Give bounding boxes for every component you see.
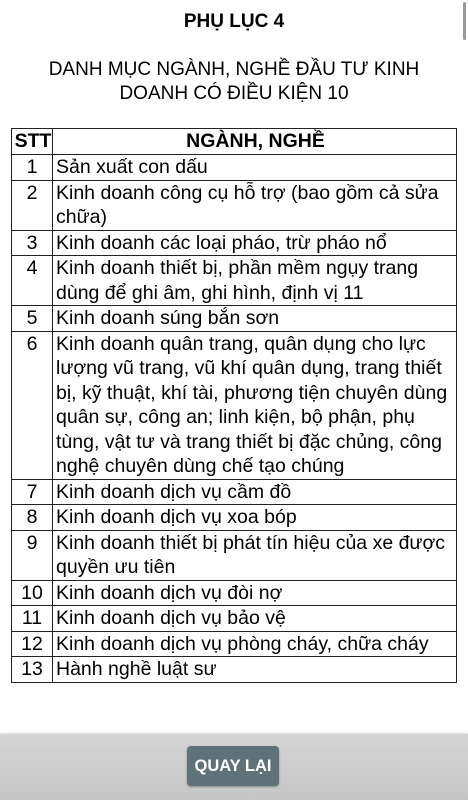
back-button[interactable]: QUAY LẠI (187, 746, 279, 786)
row-business-name: Kinh doanh dịch vụ đòi nợ (53, 580, 457, 606)
bottom-bar (0, 734, 468, 800)
table-row (12, 631, 457, 657)
row-business-name: Kinh doanh thiết bị phát tín hiệu của xe được quyền ưu tiên (53, 530, 457, 580)
business-list-table (11, 128, 457, 683)
row-business-name: Kinh doanh thiết bị, phần mềm ngụy trang dùng để ghi âm, ghi hình, định vị 11 (53, 256, 457, 306)
row-number: 13 (12, 657, 53, 683)
row-number: 1 (12, 155, 53, 181)
page-title: PHỤ LỤC 4 (183, 11, 285, 32)
row-business-name: Hành nghề luật sư (53, 657, 457, 683)
row-business-name: Kinh doanh dịch vụ cầm đồ (53, 479, 457, 505)
row-business-name: Kinh doanh súng bắn sơn (53, 306, 457, 332)
table-row (12, 230, 457, 256)
table-row (12, 306, 457, 332)
row-number: 3 (12, 230, 53, 256)
row-number: 8 (12, 505, 53, 531)
row-number: 9 (12, 530, 53, 580)
row-number: 12 (12, 631, 53, 657)
table-row (12, 606, 457, 632)
table-row (12, 657, 457, 683)
row-business-name: Sản xuất con dấu (53, 155, 457, 181)
row-number: 4 (12, 256, 53, 306)
row-business-name: Kinh doanh quân trang, quân dụng cho lực lượng vũ trang, vũ khí quân dụng, trang thiết bị, kỹ thuật, khí tài, phương tiện chuyên dùng quân sự, công an; linh kiện, bộ phận, phụ tùng, vật tư và trang thiết bị đặc chủng, công nghệ chuyên dùng chế tạo chúng (53, 331, 457, 479)
row-business-name: Kinh doanh công cụ hỗ trợ (bao gồm cả sửa chữa) (53, 180, 457, 230)
table-row (12, 505, 457, 531)
table-header-row (12, 129, 457, 155)
row-business-name: Kinh doanh dịch vụ phòng cháy, chữa cháy (53, 631, 457, 657)
row-number: 10 (12, 580, 53, 606)
table-row (12, 530, 457, 580)
table-row (12, 155, 457, 181)
table-row (12, 479, 457, 505)
column-header-stt: STT (12, 129, 53, 155)
column-header-name: NGÀNH, NGHỀ (53, 129, 457, 155)
row-business-name: Kinh doanh các loại pháo, trừ pháo nổ (53, 230, 457, 256)
row-number: 7 (12, 479, 53, 505)
table-row (12, 256, 457, 306)
row-number: 11 (12, 606, 53, 632)
table-row (12, 580, 457, 606)
row-number: 6 (12, 331, 53, 479)
table-row (12, 180, 457, 230)
table-row (12, 331, 457, 479)
row-number: 5 (12, 306, 53, 332)
row-number: 2 (12, 180, 53, 230)
row-business-name: Kinh doanh dịch vụ bảo vệ (53, 606, 457, 632)
page-subtitle: DANH MỤC NGÀNH, NGHỀ ĐẦU TƯ KINH DOANH CÓ ĐIỀU KIỆN 10 (48, 59, 420, 104)
row-business-name: Kinh doanh dịch vụ xoa bóp (53, 505, 457, 531)
vertical-scrollbar[interactable] (463, 2, 466, 40)
